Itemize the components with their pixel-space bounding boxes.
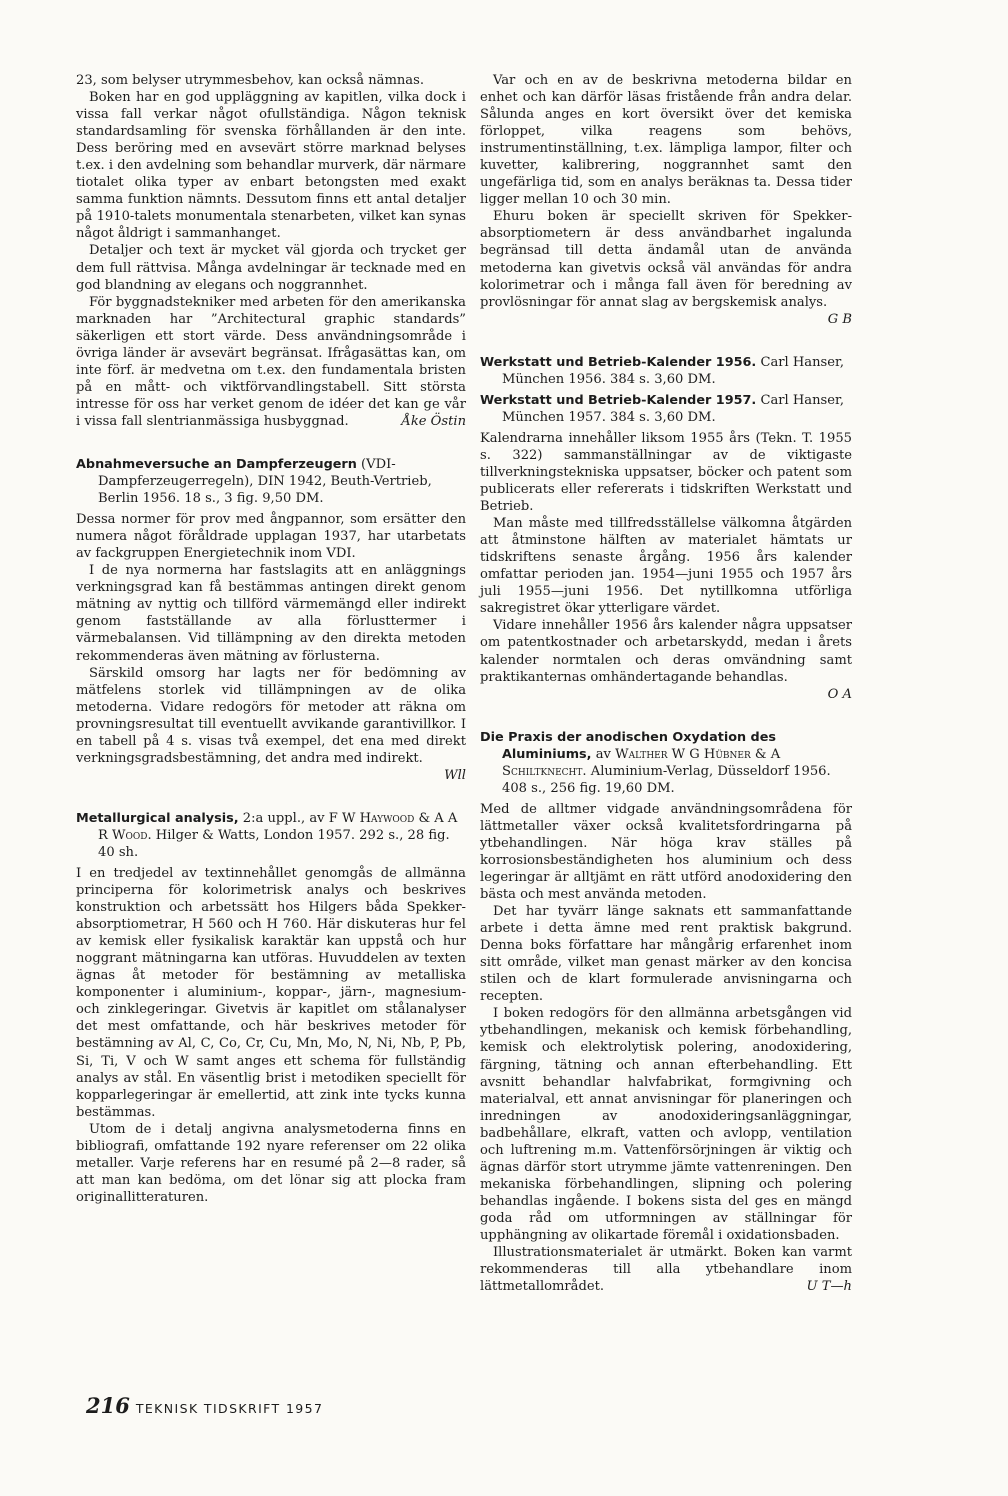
- review-title: Abnahmeversuche an Dampferzeugern: [76, 456, 357, 472]
- paragraph: Man måste med tillfredsställelse välkomna åtgärden att åtminstone hälften av materialet hämtats ur tidskriftens senaste årgång. 1956 års kalender omfattar perioden jan. 1954—juni 1955 och 1957 års juli 1955—juni 1956. Det nytillkomna utförliga sakregistret ökar ytterligare värdet.: [480, 516, 852, 617]
- left-column: [76, 72, 466, 1206]
- review-citation: Carl Hanser, München 1957. 384 s. 3,60 DM.: [502, 392, 844, 425]
- paragraph: Vidare innehåller 1956 års kalender några uppsatser om patentkostnader och arbetarskydd, medan i årets kalender normtalen och deras omvändning samt praktikanternas omhändertagande behandlas.: [480, 618, 852, 685]
- paragraph: [480, 1244, 852, 1295]
- journal-name: TEKNISK TIDSKRIFT 1957: [135, 1401, 324, 1416]
- review-citation: (VDI-Dampferzeugerregeln), DIN 1942, Beuth-Vertrieb, Berlin 1956. 18 s., 3 fig. 9,50 DM.: [98, 456, 432, 507]
- review-continued-right: [480, 72, 852, 328]
- review-title: Die Praxis der anodischen Oxydation des Aluminiums,: [480, 729, 777, 762]
- paragraph: Var och en av de beskrivna metoderna bildar en enhet och kan därför läsas fristående från andra delar. Sålunda anges en kort översikt över det kemiska förloppet, vilka reagens som behövs, instrumentinställning, t.ex. lämpliga lampor, filter och kuvetter, kalibrering, noggrannhet samt den ungefärliga tid, som en analys beräknas ta. Dessa tider ligger mellan 10 och 30 min.: [480, 73, 852, 208]
- paragraph-text: För byggnadstekniker med arbeten för den amerikanska marknaden har ”Architectural graphic standards” säkerligen ett stort värde. Dess användningsområde i övriga länder är avsevärt begränsat. Ifrågasättas kan, om inte förf. är medvetna om t.ex. den fundamentala bristen på en mått- och viktförvandlingstabell. Sitt största intresse för oss har verket genom de idéer det kan ge vår i vissa fall slentrianmässiga husbyggnad.: [76, 294, 466, 429]
- review-citation: Carl Hanser, München 1956. 384 s. 3,60 DM.: [502, 354, 844, 387]
- paragraph: I de nya normerna har fastslagits att en anläggnings verkningsgrad kan få bestämmas antingen direkt genom mätning av nyttig och tillförd värmemängd eller indirekt genom fastställande av alla förlusttermer i värmebalansen. Vid tillämpning av den direkta metoden rekommenderas även mätning av förlusterna.: [76, 563, 466, 664]
- paragraph: Boken har en god uppläggning av kapitlen, vilka dock i vissa fall verkar något ofullständiga. Någon teknisk standardsamling för svenska förhållanden är den inte. Dess beröring med en avsevärt större marknad belyses t.ex. i den avdelning som behandlar murverk, där närmare tiotalet olika typer av enbart betongsten med exakt samma funktion nämnts. Dessutom finns ett antal detaljer på 1910-talets monumentala stenarbeten, vilket kan synas något åldrigt i sammanhanget.: [76, 90, 466, 242]
- paragraph: Särskild omsorg har lagts ner för bedömning av mätfelens storlek vid tillämpningen av de olika metoderna. Vidare redogörs för metoder att räkna om provningsresultat till eventuellt avvikande garantivillkor. I en tabell på 4 s. visas två exempel, det ena med direkt verkningsgradsbestämning, det andra med indirekt.: [76, 665, 466, 766]
- review-citation-pre: 2:a uppl., av: [242, 810, 325, 826]
- review-title: Werkstatt und Betrieb-Kalender 1957.: [480, 392, 757, 408]
- review-heading: [480, 729, 852, 797]
- review-continued-left: [76, 72, 466, 430]
- right-column: [480, 72, 852, 1295]
- review-authors: Walther W G Hübner & A Schiltknecht.: [502, 746, 781, 779]
- review-werkstatt-kalender: [480, 354, 852, 703]
- paragraph: Detaljer och text är mycket väl gjorda och trycket ger dem full rättvisa. Många avdelningar är tecknade med en god blandning av elegans och noggrannhet.: [76, 243, 466, 293]
- paragraph: Kalendrarna innehåller liksom 1955 års (Tekn. T. 1955 s. 322) sammanställningar av de viktigaste tillverkningstekniska uppsatser, böcker och patent som publicerats eller refererats i tidskriften Werkstatt und Betrieb.: [480, 430, 852, 515]
- review-heading: [480, 354, 852, 388]
- page-number: 216: [86, 1393, 130, 1418]
- paragraph-text: Illustrationsmaterialet är utmärkt. Boken kan varmt rekommenderas till alla ytbehandlare inom lättmetallområdet.: [480, 1245, 852, 1295]
- review-heading: [480, 392, 852, 426]
- review-signature: Wll: [444, 767, 466, 783]
- review-citation-post: Aluminium-Verlag, Düsseldorf 1956. 408 s., 256 fig. 19,60 DM.: [502, 763, 831, 796]
- review-heading: [76, 456, 466, 507]
- paragraph: I boken redogörs för den allmänna arbetsgången vid ytbehandlingen, mekanisk och kemisk förbehandling, kemisk och elektrolytisk polering, anodoxidering, färgning, tätning och annan efterbehandling. Ett avsnitt behandlar halvfabrikat, formgivning och materialval, ett annat anvisningar för planeringen och inredningen av anodoxideringsanläggningar, badbehållare, elkraft, vatten och avlopp, ventilation och luftrening m.m. Vattenförsörjningen är viktig och ägnas därför stort utrymme jämte vattenreningen. Den mekaniska förbehandlingen, slipning och polering behandlas ingående. I bokens sista del ges en mängd goda råd om utformningen av ställningar för upphängning av olikartade föremål i oxidationsbaden.: [480, 1006, 852, 1243]
- review-authors: F W Haywood & A A R Wood.: [98, 810, 458, 843]
- review-citation-pre: av: [595, 746, 611, 762]
- review-signature: O A: [827, 686, 852, 702]
- review-signature: Åke Östin: [401, 413, 466, 429]
- review-abnahmeversuche: [76, 456, 466, 784]
- review-citation-post: Hilger & Watts, London 1957. 292 s., 28 fig. 40 sh.: [98, 827, 450, 860]
- paragraph: I en tredjedel av textinnehållet genomgås de allmänna principerna för kolorimetrisk analys och beskrives konstruktion och arbetssätt hos Hilgers båda Spekker-absorptiometrar, H 560 och H 760. Här diskuteras hur fel av kemisk eller fysikalisk karaktär kan uppstå och hur noggrant mätningarna kan utföras. Huvuddelen av texten ägnas åt metoder för bestämning av metalliska komponenter i aluminium-, koppar-, järn-, magnesium- och zinklegeringar. Givetvis är kapitlet om stålanalyser det mest omfattande, och här beskrives metoder för bestämning av Al, C, Co, Cr, Cu, Mn, Mo, N, Ni, Nb, P, Pb, Si, Ti, V och W samt anges ett schema för fullständig analys av stål. En väsentlig brist i metodiken speciellt för kopparlegeringar är emellertid, att zink inte tycks kunna bestämmas.: [76, 866, 466, 1120]
- review-heading: [76, 810, 466, 861]
- paragraph: 23, som belyser utrymmesbehov, kan också nämnas.: [76, 73, 424, 88]
- review-signature: U T—h: [806, 1279, 852, 1295]
- paragraph: Dessa normer för prov med ångpannor, som ersätter den numera något föråldrade upplagan 1937, har utarbetats av fackgruppen Energietechnik inom VDI.: [76, 512, 466, 562]
- review-signature: G B: [827, 311, 852, 327]
- review-praxis-anodischen: [480, 729, 852, 1296]
- paragraph: [76, 294, 466, 430]
- review-title: Metallurgical analysis,: [76, 810, 239, 826]
- review-metallurgical-analysis: [76, 810, 466, 1206]
- paragraph: Med de alltmer vidgade användningsområdena för lättmetaller växer också kvalitetsfordringarna på ytbehandlingen. När höga krav ställes på korrosionsbeständigheten hos aluminium och dess legeringar är alltjämt en rätt utförd anodoxidering den bästa och mest använda metoden.: [480, 801, 852, 903]
- paragraph: Utom de i detalj angivna analysmetoderna finns en bibliografi, omfattande 192 nyare referenser om 22 olika metaller. Varje referens har en resumé på 2—8 rader, så att man kan bedöma, om det lönar sig att plocka fram originallitteraturen.: [76, 1121, 466, 1205]
- paragraph: Ehuru boken är speciellt skriven för Spekker-absorptiometern är dess användbarhet ingalunda begränsad till detta ändamål utan de använda metoderna kan givetvis också väl användas för andra kolorimetrar och i många fall även för beredning av provlösningar för annat slag av bergskemisk analys.: [480, 209, 852, 310]
- page-footer: [86, 1393, 323, 1418]
- paragraph: Det har tyvärr länge saknats ett sammanfattande arbete i detta ämne med rent praktisk bakgrund. Denna boks författare har mångårig erfarenhet inom sitt område, vilket man genast märker av den koncisa stilen och de klart formulerade anvisningarna och recepten.: [480, 904, 852, 1005]
- review-title: Werkstatt und Betrieb-Kalender 1956.: [480, 354, 757, 370]
